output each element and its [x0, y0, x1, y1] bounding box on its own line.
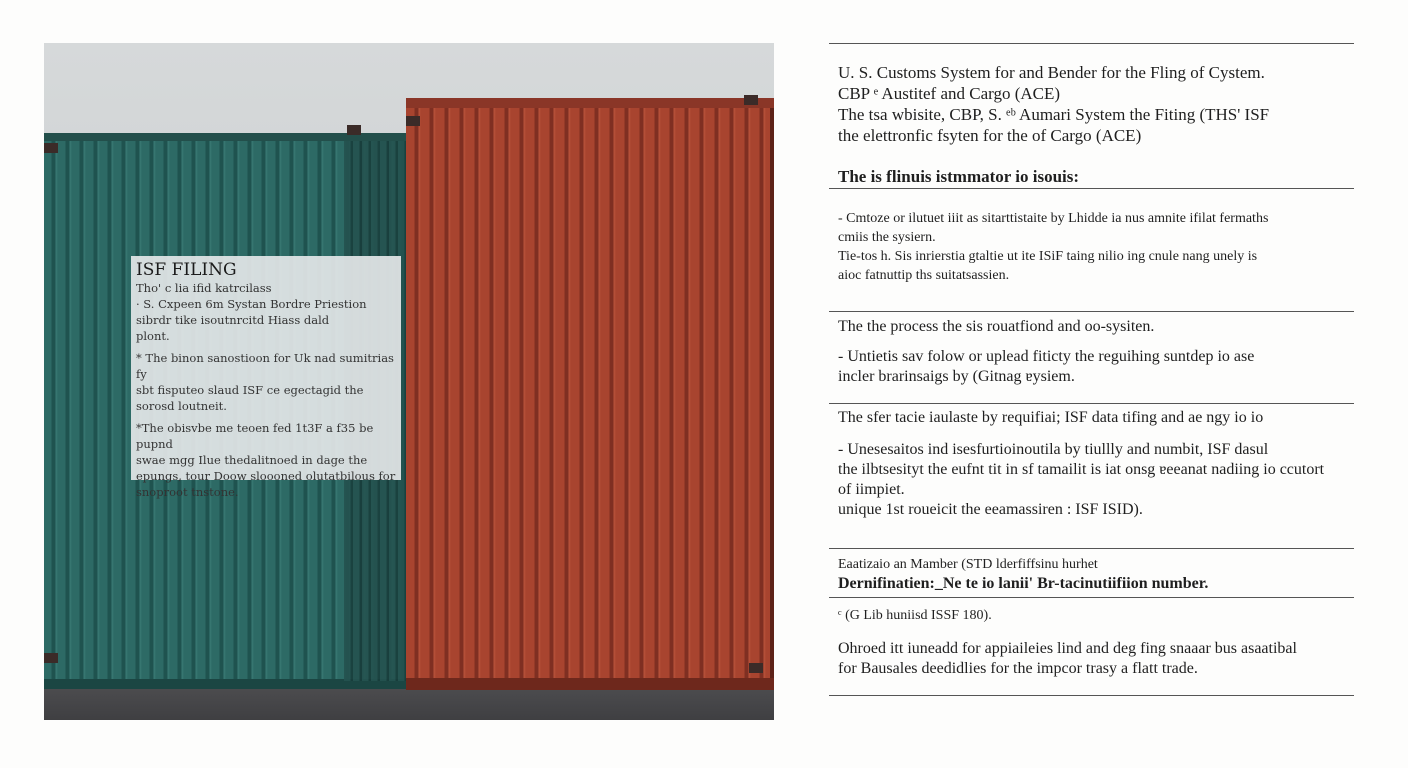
overlay-line: sbt fisputeo slaud ISF ce egectagid the [136, 383, 364, 397]
overlay-line: sorosd loutneit. [136, 399, 227, 413]
isf-document [829, 43, 1354, 696]
section-4-body [829, 598, 1354, 696]
section-2 [829, 312, 1354, 404]
heading-section [829, 166, 1354, 189]
overlay-line: sibrdr tike isoutnrcitd Hiass dald [136, 313, 330, 327]
section-3-line: the ilbtsesityt the eufnt tit in sf tamailit is iat onsg ɐeeanat nadiing io ccutort [838, 461, 1325, 478]
isf-filing-title: ISF FILING [136, 260, 237, 280]
overlay-line: · S. Cxpeen 6m Systan Bordre Priestion [136, 297, 367, 311]
container-corner [744, 95, 758, 105]
container-corner [44, 653, 58, 663]
section-4-line: Eaatizaio an Mamber (STD lderfiffsinu hurhet [838, 557, 1098, 572]
overlay-line: Tho' c lia ifid katrcilass [136, 281, 272, 295]
overlay-line: * The binon sanostioon for Uk nad sumitrias fy [136, 351, 394, 381]
section-1 [829, 189, 1354, 312]
intro-line: The tsa wbisite, CBP, S. ᵉᵇ Aumari System the Fiting (THS' ISF [838, 105, 1270, 124]
section-1-line: aioc fatnuttip ths suitatsassien. [838, 268, 1010, 283]
section-4-line: Dernifinatien:_Ne te io lanii' Br-tacinutiifiion number. [838, 575, 1209, 592]
section-1-line: Tie-tos h. Sis inrierstia gtaltie ut ite ISiF taing nilio ing cnule nang unely is [838, 249, 1258, 264]
overlay-line: epungs, tour Doow sloooned olutatbilous for [136, 469, 396, 483]
overlay-line: *The obisvbe me teoen fed 1t3F a f35 be pupnd [136, 421, 374, 451]
container-corner [406, 116, 420, 126]
section-3-line: The sfer tacie iaulaste by requifiai; ISF data tifing and ae ngy io io [838, 409, 1264, 426]
section-3-line: unique 1st roueicit the eeamassiren : ISF ISID). [838, 501, 1143, 518]
section-3-line: - Unesesaitos ind isesfurtioinoutila by tiullly and numbit, ISF dasul [838, 441, 1269, 458]
container-corner [44, 143, 58, 153]
section-2-line: - Untietis sav folow or uplead fiticty the reguihing suntdep io ase [838, 348, 1255, 365]
overlay-line: snoproot tnstone. [136, 485, 239, 499]
container-corner [347, 125, 361, 135]
section-1-line: - Cmtoze or ilutuet iiit as sitarttistaite by Lhidde ia nus amnite ifilat fermaths [838, 211, 1269, 226]
intro-line: the elettronfic fsyten for the of Cargo (ACE) [838, 126, 1142, 145]
overlay-line: swae mgg Ilue thedalitnoed in dage the [136, 453, 368, 467]
section-4-header [829, 549, 1354, 598]
container-corner [749, 663, 763, 673]
section-2-line: incler brarinsaigs by (Gitnag ɐysiem. [838, 368, 1075, 385]
section-3 [829, 404, 1354, 549]
section-4-line: for Bausales deedidlies for the impcor trasy a flatt trade. [838, 660, 1198, 677]
red-container [406, 98, 774, 690]
section-2-line: The the process the sis rouatfiond and oo-sysiten. [838, 318, 1155, 335]
section-1-line: cmiis the sysiern. [838, 230, 936, 245]
intro-line: U. S. Customs System for and Bender for the Fling of Cystem. [838, 63, 1265, 82]
intro-line: CBP ᵉ Austitef and Cargo (ACE) [838, 84, 1061, 103]
section-4-line: Ohroed itt iuneadd for appiaileies lind and deg fing snaaar bus asaatibal [838, 640, 1297, 657]
section-heading: The is flinuis istmmator io isouis: [838, 167, 1080, 186]
container-photo [44, 43, 774, 720]
overlay-line: plont. [136, 329, 170, 343]
isf-filing-label [131, 256, 401, 499]
section-3-line: of iimpiet. [838, 481, 905, 498]
section-4-line: ᶜ (G Lib huniisd ISSF 180). [838, 608, 992, 623]
